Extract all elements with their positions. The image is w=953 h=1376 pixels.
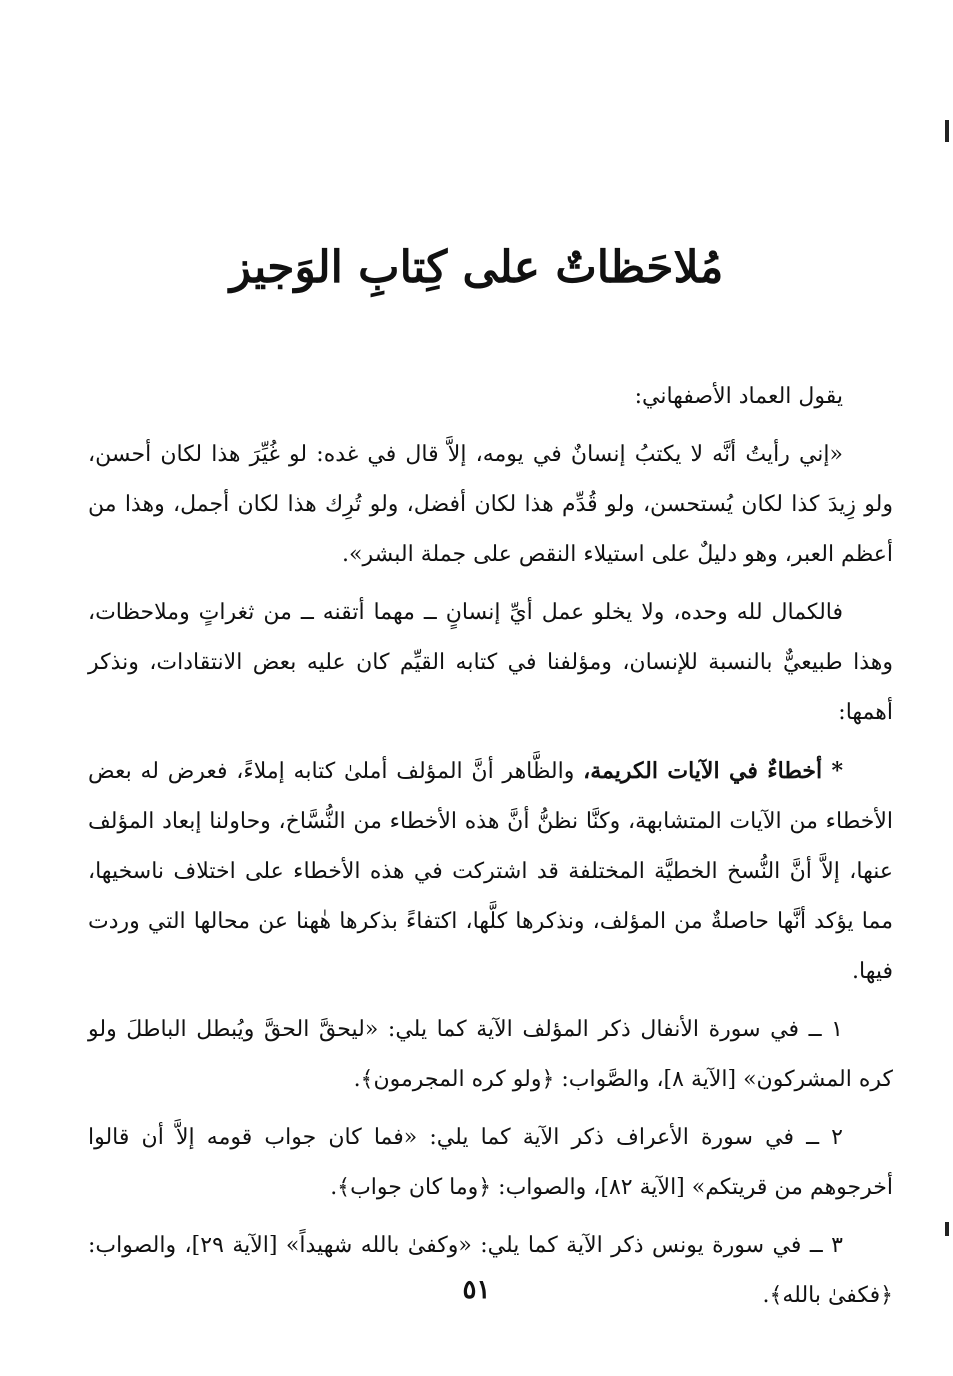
list-item: ٢ ــ في سورة الأعراف ذكر الآية كما يلي: «فما كان جواب قومه إلاَّ أن قالوا أخرجوهم من قريتكم» [الآية ٨٢]، والصواب: ﴿وما كان جواب﴾.	[88, 1125, 893, 1200]
errors-heading: * أخطاءٌ في الآيات الكريمة،	[583, 758, 843, 784]
page-title: مُلاحَظاتٌ على كِتابِ الوَجيز	[229, 242, 724, 293]
body-text	[88, 372, 893, 1329]
edge-mark	[945, 120, 949, 142]
intro-line: يقول العماد الأصفهاني:	[634, 384, 843, 409]
perfection-paragraph: فالكمال لله وحده، ولا يخلو عمل أيِّ إنسانٍ ــ مهما أتقنه ــ من ثغراتٍ وملاحظات، وهذا طبيعيٌّ بالنسبة للإنسان، ومؤلفنا في كتابه القيِّم كان عليه بعض الانتقادات، ونذكر أهمها:	[88, 600, 893, 725]
list-item: ٣ ــ في سورة يونس ذكر الآية كما يلي: «وكفىٰ بالله شهيداً» [الآية ٢٩]، والصواب: ﴿فكفىٰ بالله﴾.	[88, 1233, 893, 1308]
quote-paragraph: «إني رأيتُ أنَّه لا يكتبُ إنسانٌ في يومه، إلاَّ قال في غده: لو غُيِّرَ هذا لكان أحسن، ولو زِيدَ كذا لكان يُستحسن، ولو قُدِّم هذا لكان أفضل، ولو تُرِك هذا لكان أجمل، وهذا من أعظم العبر، وهو دليلٌ على استيلاء النقص على جملة البشر».	[88, 442, 893, 567]
errors-paragraph	[88, 746, 893, 997]
errors-text: والظَّاهر أنَّ المؤلف أملىٰ كتابه إملاءً، فعرض له بعض الأخطاء من الآيات المتشابهة، وكنَّا نظنُّ أنَّ هذه الأخطاء من النُّسَّاخ، وحاولنا إبعاد المؤلف عنها، إلاَّ أنَّ النُّسخ الخطيَّة المختلفة قد اشتركت في هذه الأخطاء على اختلاف ناسخيها، مما يؤكد أنَّها حاصلةٌ من المؤلف، ونذكرها كلَّها، اكتفاءً بذكرها هٰهنا عن محالها التي وردت فيها.	[88, 759, 893, 984]
edge-mark	[945, 1222, 949, 1236]
page-number: ٥١	[462, 1275, 491, 1305]
list-item: ١ ــ في سورة الأنفال ذكر المؤلف الآية كما يلي: «ليحقَّ الحقَّ ويُبطل الباطلَ ولو كره المشركون» [الآية ٨]، والصَّواب: ﴿ولو كره المجرمون﴾.	[88, 1017, 893, 1092]
